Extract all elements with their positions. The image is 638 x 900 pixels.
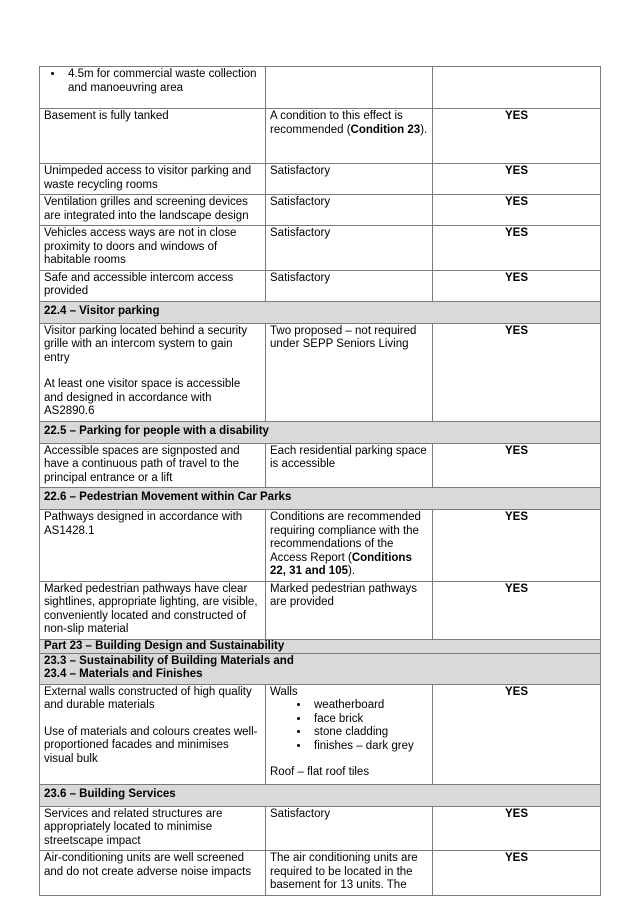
control-cell [40, 684, 266, 784]
compliance-cell: YES [433, 851, 601, 896]
section-title-line: 23.3 – Sustainability of Building Materials and [44, 654, 294, 667]
section-title [40, 653, 601, 684]
control-cell: Safe and accessible intercom access provided [40, 270, 266, 301]
control-text: At least one visitor space is accessible and designed in accordance with AS2890.6 [44, 378, 241, 417]
table-row [40, 323, 601, 421]
comment-cell: Satisfactory [266, 195, 433, 226]
section-header [40, 653, 601, 684]
section-header [40, 301, 601, 323]
control-cell: Unimpeded access to visitor parking and waste recycling rooms [40, 164, 266, 195]
control-cell: Air-conditioning units are well screened and do not create adverse noise impacts [40, 851, 266, 896]
section-title: 22.6 – Pedestrian Movement within Car Parks [40, 488, 601, 510]
control-cell: Pathways designed in accordance with AS1428.1 [40, 510, 266, 582]
table-row [40, 510, 601, 582]
material-item: • stone cladding [310, 726, 428, 740]
materials-list [270, 699, 428, 753]
compliance-cell: YES [433, 443, 601, 488]
comment-cell [266, 510, 433, 582]
section-title: 22.4 – Visitor parking [40, 301, 601, 323]
comment-cell: Two proposed – not required under SEPP Seniors Living [266, 323, 433, 421]
section-title: 22.5 – Parking for people with a disability [40, 421, 601, 443]
compliance-cell: YES [433, 510, 601, 582]
comment-text: ). [348, 565, 356, 577]
roof-text: Roof – flat roof tiles [270, 766, 370, 778]
control-cell: Accessible spaces are signposted and have a continuous path of travel to the principal entrance or a lift [40, 443, 266, 488]
compliance-cell: YES [433, 164, 601, 195]
section-header [40, 421, 601, 443]
compliance-cell: YES [433, 806, 601, 851]
section-header [40, 488, 601, 510]
compliance-cell: YES [433, 684, 601, 784]
table-row [40, 270, 601, 301]
comment-text: ). [420, 123, 428, 136]
comment-cell [266, 67, 433, 109]
section-title-line: 23.4 – Materials and Finishes [44, 668, 203, 680]
compliance-cell: YES [433, 226, 601, 271]
comment-cell: Marked pedestrian pathways are provided [266, 581, 433, 639]
condition-ref: Conditions 22, 31 and 105 [270, 551, 412, 577]
comment-cell [266, 684, 433, 784]
material-item: • weatherboard [310, 699, 428, 713]
comment-cell: Satisfactory [266, 270, 433, 301]
comment-cell [266, 109, 433, 164]
section-title: Part 23 – Building Design and Sustainability [40, 639, 601, 653]
compliance-table [39, 66, 601, 896]
table-row [40, 67, 601, 109]
comment-cell: Satisfactory [266, 164, 433, 195]
compliance-cell: YES [433, 195, 601, 226]
table-row [40, 851, 601, 896]
walls-label: Walls [270, 685, 298, 698]
section-header [40, 639, 601, 653]
control-cell [40, 323, 266, 421]
comment-cell: Satisfactory [266, 806, 433, 851]
section-title: 23.6 – Building Services [40, 784, 601, 806]
comment-cell: The air conditioning units are required to be located in the basement for 13 units. The [266, 851, 433, 896]
comment-cell: Each residential parking space is accessible [266, 443, 433, 488]
compliance-cell [433, 67, 601, 109]
comment-cell: Satisfactory [266, 226, 433, 271]
compliance-cell: YES [433, 270, 601, 301]
section-header [40, 784, 601, 806]
control-cell: Ventilation grilles and screening devices are integrated into the landscape design [40, 195, 266, 226]
material-item: • finishes – dark grey [310, 740, 428, 754]
table-row [40, 226, 601, 271]
table-row [40, 109, 601, 164]
control-text: Visitor parking located behind a security grille with an intercom system to gain entry [44, 324, 248, 364]
condition-ref: Condition 23 [350, 123, 421, 136]
control-cell: Vehicles access ways are not in close proximity to doors and windows of habitable rooms [40, 226, 266, 271]
material-item: • face brick [310, 713, 428, 727]
table-row [40, 806, 601, 851]
compliance-cell: YES [433, 323, 601, 421]
control-cell: Basement is fully tanked [40, 109, 266, 164]
bullet-item: • 4.5m for commercial waste collection and manoeuvring area [64, 68, 261, 95]
control-cell: Services and related structures are appropriately located to minimise streetscape impact [40, 806, 266, 851]
table-row [40, 684, 601, 784]
comment-text: A condition to this effect is recommended ( [270, 110, 403, 136]
comment-text: Conditions are recommended requiring compliance with the recommendations of the Access Report ( [270, 511, 421, 564]
control-cell [40, 67, 266, 109]
table-row [40, 164, 601, 195]
table-row [40, 195, 601, 226]
control-text: Use of materials and colours creates well-proportioned facades and minimises visual bulk [44, 725, 258, 765]
compliance-cell: YES [433, 109, 601, 164]
compliance-cell: YES [433, 581, 601, 639]
control-cell: Marked pedestrian pathways have clear sightlines, appropriate lighting, are visible, conveniently located and constructed of non-slip material [40, 581, 266, 639]
control-text: External walls constructed of high quality and durable materials [44, 685, 252, 711]
table-row [40, 443, 601, 488]
table-row [40, 581, 601, 639]
